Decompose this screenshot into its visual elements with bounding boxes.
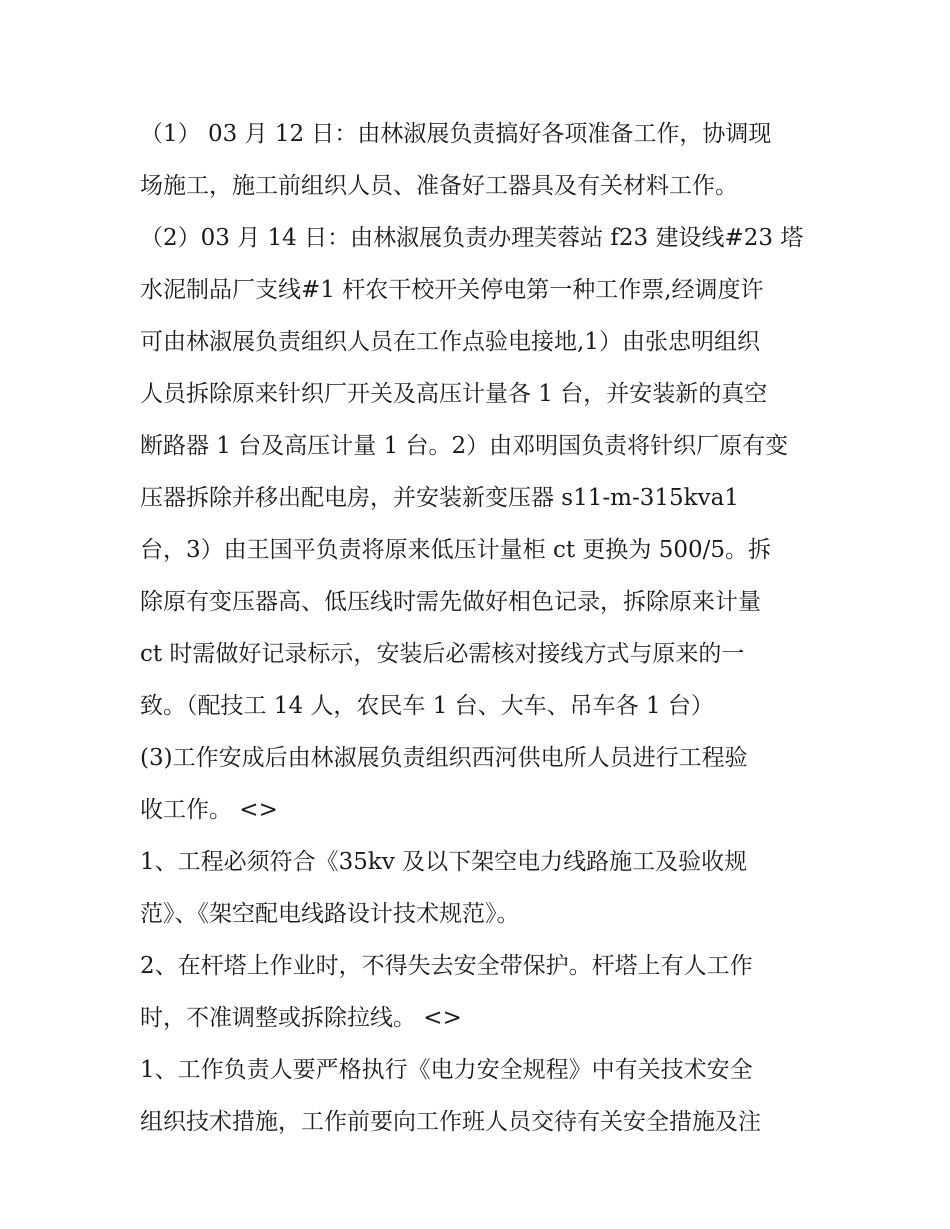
text-line: 可由林淑展负责组织人员在工作点验电接地,1）由张忠明组织 bbox=[140, 329, 760, 355]
text-line: （2）03 月 14 日：由林淑展负责办理芙蓉站 f23 建设线#23 塔 bbox=[140, 225, 804, 251]
text-line: 2、在杆塔上作业时，不得失去安全带保护。杆塔上有人工作 bbox=[140, 953, 753, 979]
text-line: 压器拆除并移出配电房，并安装新变压器 s11-m-315kva1 bbox=[140, 485, 739, 511]
document-body bbox=[140, 108, 820, 1148]
text-line: (3)工作安成后由林淑展负责组织西河供电所人员进行工程验 bbox=[140, 745, 748, 771]
text-line: 台，3）由王国平负责将原来低压计量柜 ct 更换为 500/5。拆 bbox=[140, 537, 771, 563]
text-line: （1） 03 月 12 日：由林淑展负责搞好各项准备工作，协调现 bbox=[140, 121, 772, 147]
text-line: ct 时需做好记录标示，安装后必需核对接线方式与原来的一 bbox=[140, 641, 745, 667]
text-line: 范》、《架空配电线路设计技术规范》。 bbox=[140, 901, 520, 927]
text-line: 除原有变压器高、低压线时需先做好相色记录，拆除原来计量 bbox=[140, 589, 761, 615]
text-line: 组织技术措施，工作前要向工作班人员交待有关安全措施及注 bbox=[140, 1109, 761, 1135]
text-line: 水泥制品厂支线#1 杆农干校开关停电第一种工作票,经调度许 bbox=[140, 277, 764, 303]
text-line: 人员拆除原来针织厂开关及高压计量各 1 台，并安装新的真空 bbox=[140, 381, 768, 407]
text-line: 场施工，施工前组织人员、准备好工器具及有关材料工作。 bbox=[140, 173, 738, 199]
text-line: 致。（配技工 14 人，农民车 1 台、大车、吊车各 1 台） bbox=[140, 693, 714, 719]
text-line: 时，不准调整或拆除拉线。 <> bbox=[140, 1005, 462, 1031]
text-line: 收工作。 <> bbox=[140, 797, 278, 823]
text-line: 1、工程必须符合《35kv 及以下架空电力线路施工及验收规 bbox=[140, 849, 748, 875]
text-line: 1、工作负责人要严格执行《电力安全规程》中有关技术安全 bbox=[140, 1057, 753, 1083]
text-line: 断路器 1 台及高压计量 1 台。2）由邓明国负责将针织厂原有变 bbox=[140, 433, 789, 459]
